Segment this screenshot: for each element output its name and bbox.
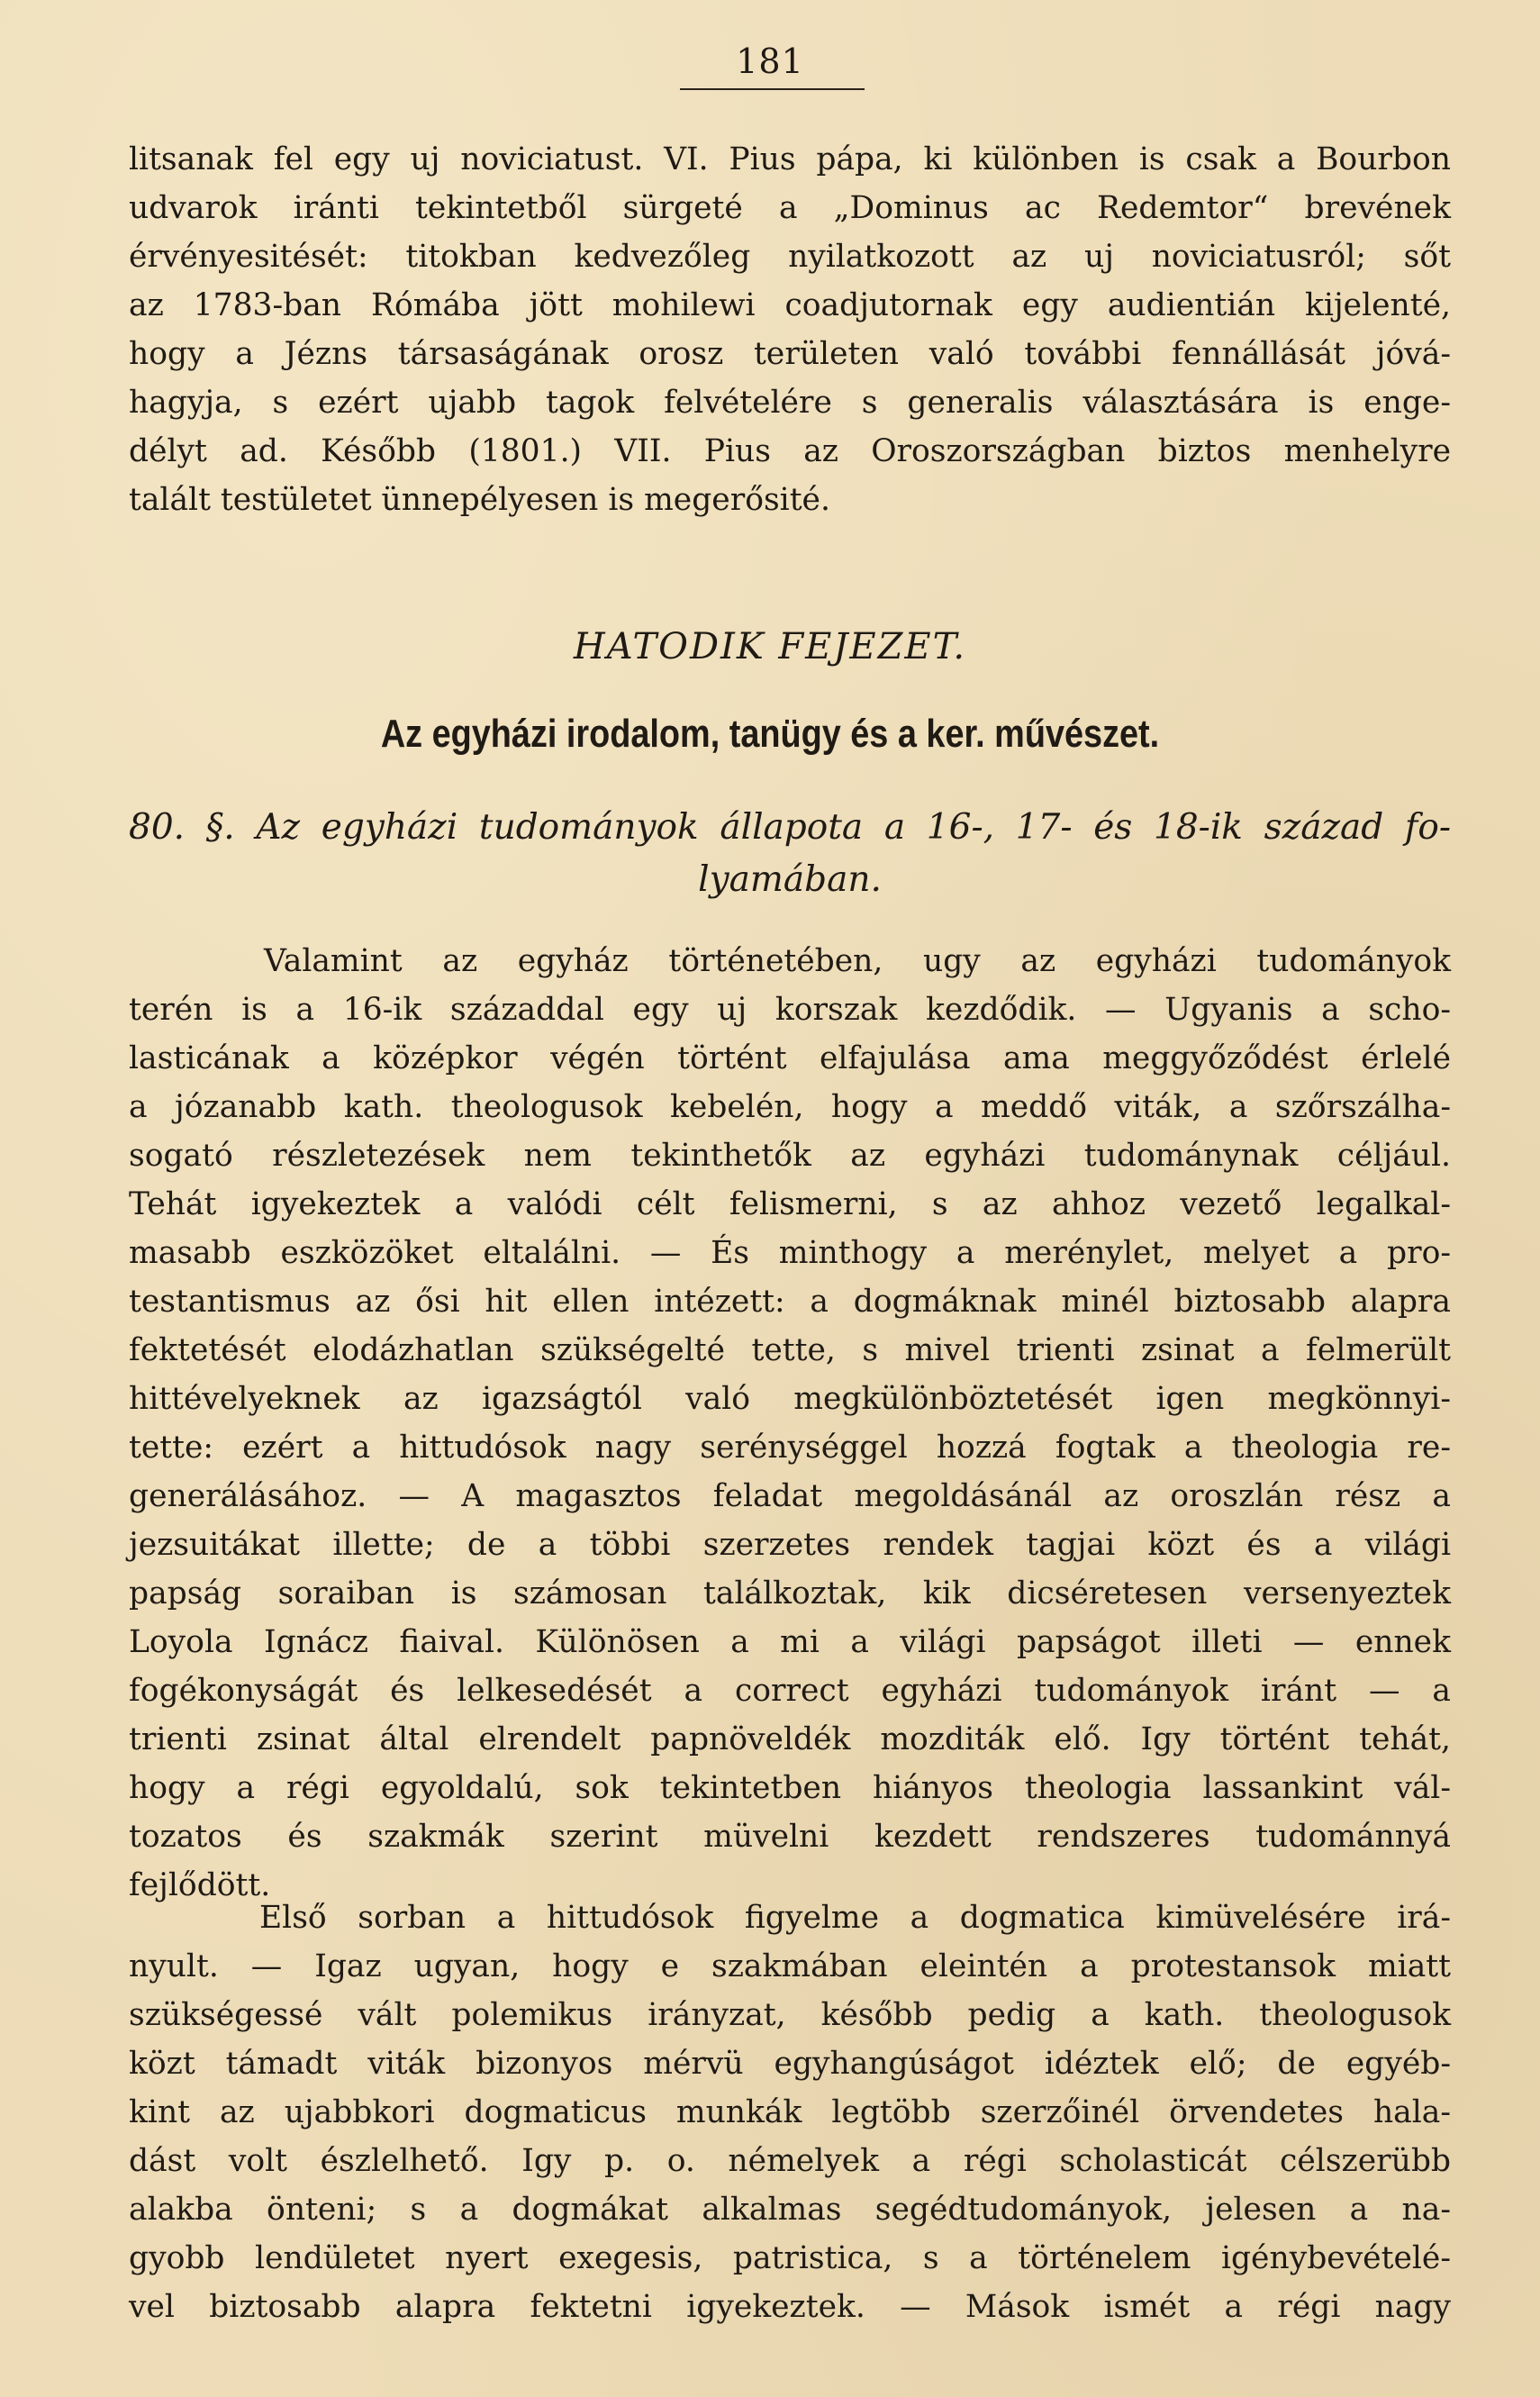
text-line: Valamint az egyház történetében, ugy az egyházi tudományok — [264, 943, 1451, 979]
text-line: a józanabb kath. theologusok kebelén, hogy a meddő viták, a szőrszálha- — [129, 1089, 1451, 1125]
text-line: papság soraiban is számosan találkoztak, kik dicséretesen versenyeztek — [129, 1575, 1451, 1612]
text-line: litsanak fel egy uj noviciatust. VI. Pius pápa, ki különben is csak a Bourbon — [129, 141, 1451, 177]
text-line: délyt ad. Később (1801.) VII. Pius az Oroszországban biztos menhelyre — [129, 433, 1451, 469]
text-line: Első sorban a hittudósok figyelme a dogmatica kimüvelésére irá- — [259, 1900, 1451, 1936]
text-line: szükségessé vált polemikus irányzat, később pedig a kath. theologusok — [129, 1997, 1451, 2033]
text-line: hogy a Jézns társaságának orosz területen való további fennállását jóvá- — [129, 336, 1451, 372]
text-line: terén is a 16-ik századdal egy uj korszak kezdődik. — Ugyanis a scho- — [129, 992, 1451, 1028]
text-line: vel biztosabb alapra fektetni igyekeztek. — Mások ismét a régi nagy — [129, 2289, 1451, 2325]
paragraph-2 — [129, 1893, 1451, 2331]
text-line: generálásához. — A magasztos feladat megoldásánál az oroszlán rész a — [129, 1478, 1451, 1514]
text-line: hagyja, s ezért ujabb tagok felvételére s generalis választására is enge- — [129, 385, 1451, 421]
text-line: közt támadt viták bizonyos mérvü egyhangúságot idéztek elő; de egyéb- — [129, 2046, 1451, 2082]
text-line: nyult. — Igaz ugyan, hogy e szakmában eleintén a protestansok miatt — [129, 1948, 1451, 1984]
text-line: alakba önteni; s a dogmákat alkalmas segédtudományok, jelesen a na- — [129, 2192, 1451, 2228]
text-line: talált testületet ünnepélyesen is megerősité. — [129, 482, 830, 518]
text-line: fektetését elodázhatlan szükségelté tette, s mivel trienti zsinat a felmerült — [129, 1332, 1451, 1368]
text-line: az 1783-ban Rómába jött mohilewi coadjutornak egy audientián kijelenté, — [129, 287, 1451, 323]
text-line: fogékonyságát és lelkesedését a correct egyházi tudományok iránt — a — [129, 1673, 1451, 1709]
header-rule — [680, 88, 865, 90]
text-line: érvényesitését: titokban kedvezőleg nyilatkozott az uj noviciatusról; sőt — [129, 239, 1451, 275]
text-line: hittévelyeknek az igazságtól való megkülönböztetését igen megkönnyi- — [129, 1381, 1451, 1417]
text-line: trienti zsinat által elrendelt papnöveldék mozditák elő. Igy történt tehát, — [129, 1721, 1451, 1757]
text-line: Loyola Ignácz fiaival. Különösen a mi a világi papságot illeti — ennek — [129, 1624, 1451, 1660]
text-line: jezsuitákat illette; de a többi szerzetes rendek tagjai közt és a világi — [129, 1527, 1451, 1563]
text-line: gyobb lendületet nyert exegesis, patristica, s a történelem igénybevételé- — [129, 2240, 1451, 2276]
text-line: Tehát igyekeztek a valódi célt felismerni, s az ahhoz vezető legalkal- — [129, 1186, 1451, 1222]
text-line: udvarok iránti tekintetből sürgeté a „Dominus ac Redemtor“ brevének — [129, 190, 1451, 226]
text-line: hogy a régi egyoldalú, sok tekintetben hiányos theologia lassankint vál- — [129, 1770, 1451, 1806]
intro-paragraph — [129, 135, 1451, 524]
text-line: lasticának a középkor végén történt elfajulása ama meggyőződést érlelé — [129, 1040, 1451, 1076]
paragraph-1 — [129, 937, 1451, 1910]
text-line: fejlődött. — [129, 1867, 271, 1903]
text-line: testantismus az ősi hit ellen intézett: a dogmáknak minél biztosabb alapra — [129, 1284, 1451, 1320]
text-line: dást volt észlelhető. Igy p. o. némelyek a régi scholasticát célszerübb — [129, 2143, 1451, 2179]
text-line: kint az ujabbkori dogmaticus munkák legtöbb szerzőinél örvendetes hala- — [129, 2094, 1451, 2130]
text-line: tette: ezért a hittudósok nagy serénységgel hozzá fogtak a theologia re- — [129, 1430, 1451, 1466]
chapter-title: Az egyházi irodalom, tanügy és a ker. művészet. — [380, 712, 1160, 756]
chapter-heading: HATODIK FEJEZET. — [573, 626, 967, 667]
text-line: sogató részletezések nem tekinthetők az egyházi tudománynak céljául. — [129, 1138, 1451, 1174]
section-heading-line: 80. §. Az egyházi tudományok állapota a 16-, 17- és 18-ik század fo- — [129, 807, 1451, 848]
text-line: masabb eszközöket eltalálni. — És minthogy a merénylet, melyet a pro- — [129, 1235, 1451, 1271]
section-heading — [129, 802, 1451, 906]
section-heading-line: lyamában. — [698, 859, 882, 900]
text-line: tozatos és szakmák szerint müvelni kezdett rendszeres tudománnyá — [129, 1819, 1451, 1855]
page-number: 181 — [736, 41, 804, 81]
